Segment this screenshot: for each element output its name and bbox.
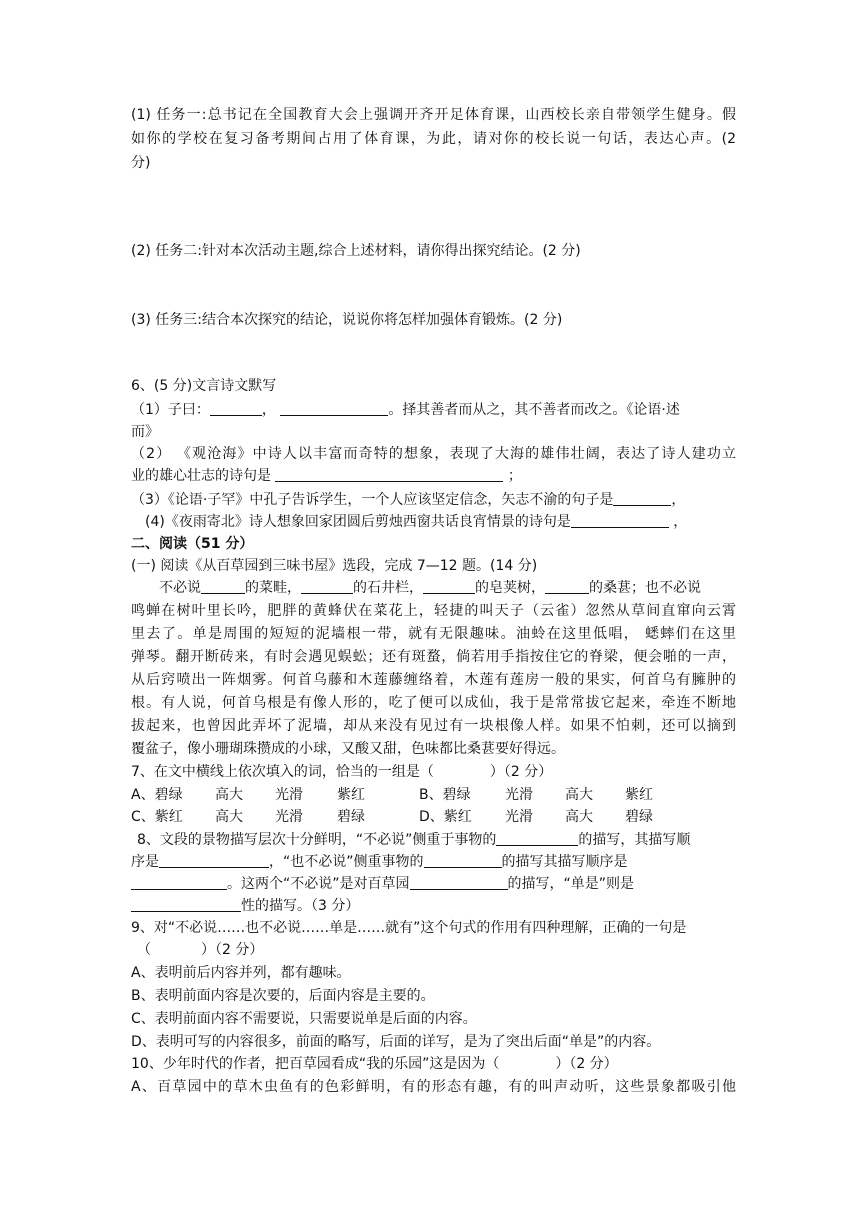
blank-line — [424, 852, 502, 868]
q8-text: 的描写其描写顺序是 — [501, 854, 628, 870]
passage-text: 不必说 — [159, 580, 201, 596]
q8-line3 — [131, 873, 736, 895]
q9-option-c: C、表明前面内容不需要说，只需要说单是后面的内容。 — [131, 1011, 477, 1027]
blank-line — [210, 400, 262, 416]
q8-line4 — [131, 895, 736, 917]
passage-line3: 里去了。单是周围的短短的泥墙根一带，就有无限趣味。油蛉在这里低唱， 蟋蟀们在这里 — [131, 626, 736, 642]
option-word: 高大 — [215, 787, 243, 803]
q6-item4-end: ， — [668, 514, 688, 530]
option-word: 光滑 — [505, 787, 533, 803]
q8-text: 的描写，其描写顺 — [578, 832, 691, 848]
option-word: 紫红 — [625, 787, 653, 803]
option-d: D、紫红 — [419, 809, 472, 825]
q6-item4-line — [145, 511, 750, 533]
q6-item4-text: (4)《夜雨寄北》诗人想象回家团圆后剪烛西窗共话良宵情景的诗句是 — [145, 514, 571, 530]
option-word: 碧绿 — [337, 809, 365, 825]
q8-text: 8、文段的景物描写层次十分鲜明，“不必说”侧重于事物的 — [137, 832, 497, 848]
blank-line — [159, 852, 269, 868]
blank-line — [423, 578, 475, 594]
q7-stem-text: 7、在文中横线上依次填入的词，恰当的一组是（ — [131, 764, 434, 780]
q10-score: ）（2 分） — [555, 1056, 618, 1072]
q10-stem — [131, 1053, 736, 1075]
q6-item1-prefix: （1）子曰： — [131, 402, 210, 418]
option-word: 高大 — [215, 809, 243, 825]
passage-text: 的皂荚树， — [475, 580, 545, 596]
option-word: 高大 — [565, 787, 593, 803]
section-title-reading: 二、阅读（51 分） — [131, 536, 254, 552]
blank-line — [131, 896, 241, 912]
passage-text: 的桑葚；也不必说 — [589, 580, 701, 596]
q6-item2-line2 — [131, 465, 736, 487]
passage-line8: 覆盆子，像小珊瑚珠攒成的小球，又酸又甜，色味都比桑葚要好得远。 — [131, 741, 565, 757]
passage-line7: 拔起来，也曾因此弄坏了泥墙，却从来没有见过有一块根像人样。如果不怕刺，还可以摘到 — [131, 718, 736, 734]
option-b: B、碧绿 — [419, 787, 471, 803]
q6-item3-end: ， — [671, 492, 686, 508]
passage-line6: 根。有人说，何首乌根是有像人形的，吃了便可以成仙，我于是常常拔它起来，牵连不断地 — [131, 695, 736, 711]
q8-line2 — [131, 851, 736, 873]
q8-text: 性的描写。（3 分） — [241, 898, 360, 914]
blank-line — [571, 512, 669, 528]
q7-stem — [131, 761, 736, 783]
q8-text: 。这两个“不必说”是对百草园 — [227, 876, 410, 892]
q9-text: （ — [137, 942, 151, 958]
task1-line2: 如你的学校在复习备考期间占用了体育课，为此，请对你的校长说一句话，表达心声。(2 — [131, 131, 736, 147]
q7-score: ）（2 分） — [489, 764, 553, 780]
q10-text: 10、少年时代的作者，把百草园看成“我的乐园”这是因为（ — [131, 1056, 500, 1072]
reading-intro: (一) 阅读《从百草园到三味书屋》选段，完成 7—12 题。(14 分) — [131, 558, 538, 574]
blank-line — [496, 830, 578, 846]
q6-item3-text: （3）《论语·子罕》中孔子告诉学生，一个人应该坚定信念，矢志不渝的句子是 — [131, 492, 614, 508]
q9-option-b: B、表明前面内容是次要的，后面内容是主要的。 — [131, 988, 435, 1004]
task3-line: (3) 任务三:结合本次探究的结论，说说你将怎样加强体育锻炼。(2 分) — [131, 312, 563, 328]
option-word: 光滑 — [505, 809, 533, 825]
blank-line — [301, 578, 353, 594]
q6-item1-rest: 。择其善者而从之，其不善者而改之。《论语·述 — [388, 402, 680, 418]
option-c: C、紫红 — [131, 809, 183, 825]
blank-line — [131, 874, 227, 890]
passage-text: 的石井栏， — [353, 580, 423, 596]
passage-line4: 弹琴。翻开断砖来，有时会遇见蜈蚣；还有斑蝥，倘若用手指按住它的脊梁，便会啪的一声， — [131, 649, 736, 665]
q9-score: ）（2 分） — [201, 942, 264, 958]
q6-item3-line — [131, 489, 736, 511]
q8-line1 — [137, 829, 742, 851]
passage-line2: 鸣蝉在树叶里长吟，肥胖的黄蜂伏在菜花上，轻捷的叫天子（云雀）忽然从草间直窜向云霄 — [131, 603, 736, 619]
q6-item2-prefix: 业的雄心壮志的诗句是 — [131, 468, 276, 484]
passage-line1 — [159, 577, 736, 599]
q6-item1-sep: ， — [261, 402, 276, 418]
blank-line — [275, 466, 503, 482]
q9-paren — [137, 939, 742, 961]
q8-text: ，“也不必说”侧重事物的 — [269, 854, 424, 870]
q10-option-a: A、百草园中的草木虫鱼有的色彩鲜明，有的形态有趣，有的叫声动听，这些景象都吸引他 — [131, 1079, 736, 1095]
option-word: 高大 — [565, 809, 593, 825]
q8-text: 序是 — [131, 854, 159, 870]
task1-line3: 分) — [131, 155, 151, 171]
option-word: 碧绿 — [625, 809, 653, 825]
option-word: 光滑 — [275, 809, 303, 825]
q6-title: 6、(5 分)文言诗文默写 — [131, 378, 277, 394]
q6-item2-end: ； — [503, 468, 522, 484]
q9-option-d: D、表明可写的内容很多，前面的略写，后面的详写，是为了突出后面“单是”的内容。 — [131, 1034, 661, 1050]
q6-item1-line2: 而》 — [131, 424, 159, 440]
option-word: 紫红 — [337, 787, 365, 803]
blank-line — [201, 578, 245, 594]
q6-item2-line1: （2） 《观沧海》中诗人以丰富而奇特的想象，表现了大海的雄伟壮阔，表达了诗人建功立 — [131, 446, 736, 462]
blank-line — [410, 874, 508, 890]
option-a: A、碧绿 — [131, 787, 183, 803]
q9-option-a: A、表明前后内容并列，都有趣味。 — [131, 965, 351, 981]
q9-stem: 9、对“不必说……也不必说……单是……就有”这个句式的作用有四种理解，正确的一句是 — [131, 920, 687, 936]
passage-text: 的菜畦， — [245, 580, 301, 596]
q8-text: 的描写，“单是”则是 — [507, 876, 635, 892]
option-word: 光滑 — [275, 787, 303, 803]
passage-line5: 从后窍喷出一阵烟雾。何首乌藤和木莲藤缠络着，木莲有莲房一般的果实，何首乌有臃肿的 — [131, 672, 736, 688]
task2-line: (2) 任务二:针对本次活动主题,综合上述材料，请你得出探究结论。(2 分) — [131, 243, 581, 259]
q6-item1-line1 — [131, 399, 736, 421]
blank-line — [613, 490, 671, 506]
task1-line1: (1) 任务一:总书记在全国教育大会上强调开齐开足体育课，山西校长亲自带领学生健身。假 — [131, 107, 736, 123]
blank-line — [280, 400, 388, 416]
blank-line — [545, 578, 589, 594]
